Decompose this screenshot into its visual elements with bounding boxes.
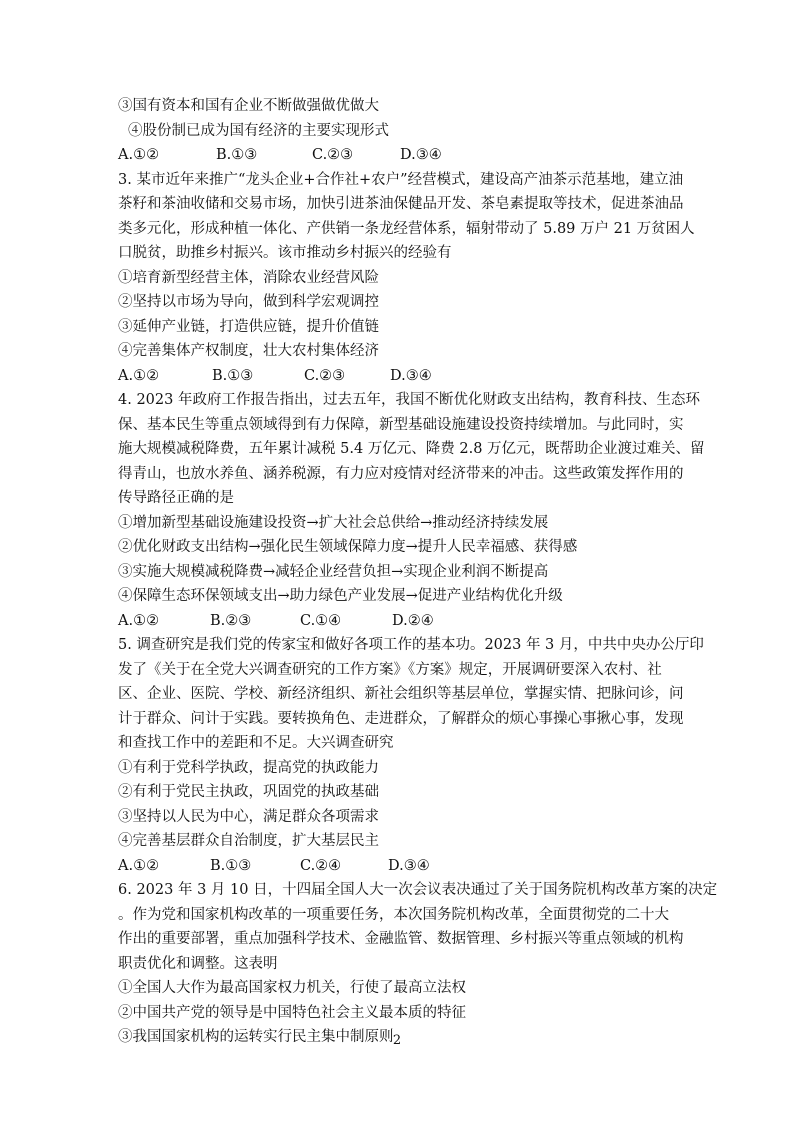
question-3 [118, 168, 695, 389]
option-item: ①增加新型基础设施建设投资→扩大社会总供给→推动经济持续发展 [118, 514, 549, 531]
question-stem-line: 职责优化和调整。这表明 [118, 955, 278, 972]
question-stem-line: 和查找工作中的差距和不足。大兴调查研究 [118, 735, 394, 751]
question-stem-line: 6. 2023 年 3 月 10 日，十四届全国人大一次会议表决通过了关于国务院机构改革方案的决定 [118, 882, 718, 898]
question-stem-line: 类多元化，形成种植一体化、产供销一条龙经营体系，辐射带动了 5.89 万户 21 万贫困人 [118, 220, 695, 237]
question-stem-line: 保、基本民生等重点领域得到有力保障，新型基础设施建设投资持续增加。与此同时，实 [118, 416, 684, 433]
choice-a: A.①② [118, 367, 160, 384]
question-stem-line: 。作为党和国家机构改革的一项重要任务，本次国务院机构改革，全面贯彻党的二十大 [118, 906, 669, 923]
question-stem-line: 5. 调查研究是我们党的传家宝和做好各项工作的基本功。2023 年 3 月，中共中央办公厅印 [118, 637, 704, 653]
choice-b: B.①③ [212, 367, 254, 384]
question-stem-line: 得青山，也放水养鱼、涵养税源，有力应对疫情对经济带来的冲击。这些政策发挥作用的 [118, 465, 684, 482]
answer-choices-q4 [118, 609, 688, 634]
choice-c: C.②④ [300, 857, 342, 874]
option-item: ④保障生态环保领域支出→助力绿色产业发展→促进产业结构优化升级 [118, 588, 563, 604]
question-stem-line: 计于群众、问计于实践。要转换角色、走进群众，了解群众的烦心事操心事揪心事，发现 [118, 710, 684, 727]
choice-d: D.③④ [390, 367, 432, 384]
option-item: ②优化财政支出结构→强化民生领域保障力度→提升人民幸福感、获得感 [118, 539, 578, 555]
choice-a: A.①② [118, 147, 160, 163]
choice-d: D.②④ [392, 612, 434, 629]
option-item: ③实施大规模减税降费→减轻企业经营负担→实现企业利润不断提高 [118, 563, 549, 580]
question-stem-line: 区、企业、医院、学校、新经济组织、新社会组织等基层单位，掌握实情、把脉问诊，问 [118, 686, 684, 702]
page-content [118, 94, 718, 1050]
question-4 [118, 388, 705, 633]
choice-b: B.①③ [210, 857, 252, 874]
question-stem-line: 茶籽和茶油收储和交易市场，加快引进茶油保健品开发、茶皂素提取等技术，促进茶油品 [118, 196, 684, 212]
option-item: ③国有资本和国有企业不断做强做优做大 [118, 98, 379, 114]
question-stem-line: 口脱贫，助推乡村振兴。该市推动乡村振兴的经验有 [118, 245, 452, 261]
option-item: ①全国人大作为最高国家权力机关，行使了最高立法权 [118, 980, 466, 996]
option-item: ②中国共产党的领导是中国特色社会主义最本质的特征 [118, 1004, 466, 1021]
choice-c: C.①④ [300, 612, 342, 629]
question-stem-line: 作出的重要部署，重点加强科学技术、金融监管、数据管理、乡村振兴等重点领域的机构 [118, 931, 684, 947]
answer-choices-q3 [118, 364, 688, 389]
answer-choices-q2 [118, 143, 688, 168]
option-item: ①培育新型经营主体，消除农业经营风险 [118, 269, 379, 286]
choice-c: C.②③ [304, 367, 346, 384]
page-number: 2 [392, 1033, 402, 1048]
question-stem-line: 传导路径正确的是 [118, 490, 234, 506]
option-item: ④完善基层群众自治制度，扩大基层民主 [118, 833, 379, 849]
option-item: ②坚持以市场为导向，做到科学宏观调控 [118, 294, 379, 310]
choice-d: D.③④ [400, 147, 442, 163]
option-item: ③我国国家机构的运转实行民主集中制原则 [118, 1029, 394, 1045]
question-6 [118, 878, 718, 1050]
question-stem-line: 发了《关于在全党大兴调查研究的工作方案》《方案》规定，开展调研要深入农村、社 [118, 661, 662, 678]
choice-a: A.①② [118, 857, 160, 874]
question-stem-line: 4. 2023 年政府工作报告指出，过去五年，我国不断优化财政支出结构，教育科技、生态环 [118, 392, 700, 408]
choice-c: C.②③ [312, 147, 354, 163]
option-item: ①有利于党科学执政，提高党的执政能力 [118, 759, 379, 776]
option-item: ③坚持以人民为中心，满足群众各项需求 [118, 808, 379, 825]
option-item: ③延伸产业链，打造供应链，提升价值链 [118, 318, 379, 335]
choice-b: B.①③ [216, 147, 258, 163]
question-5 [118, 633, 704, 878]
question-stem-line: 3. 某市近年来推广“龙头企业+合作社+农户”经营模式，建设高产油茶示范基地，建立油 [118, 171, 684, 188]
question-stem-line: 施大规模减税降费，五年累计减税 5.4 万亿元、降费 2.8 万亿元，既帮助企业渡过难关、留 [118, 441, 705, 457]
option-item: ②有利于党民主执政，巩固党的执政基础 [118, 784, 379, 800]
option-item: ④完善集体产权制度，壮大农村集体经济 [118, 343, 379, 359]
choice-d: D.③④ [388, 857, 430, 874]
choice-b: B.②③ [210, 612, 252, 629]
choice-a: A.①② [118, 612, 160, 629]
option-item: ④股份制已成为国有经济的主要实现形式 [128, 122, 389, 139]
answer-choices-q5 [118, 854, 688, 879]
